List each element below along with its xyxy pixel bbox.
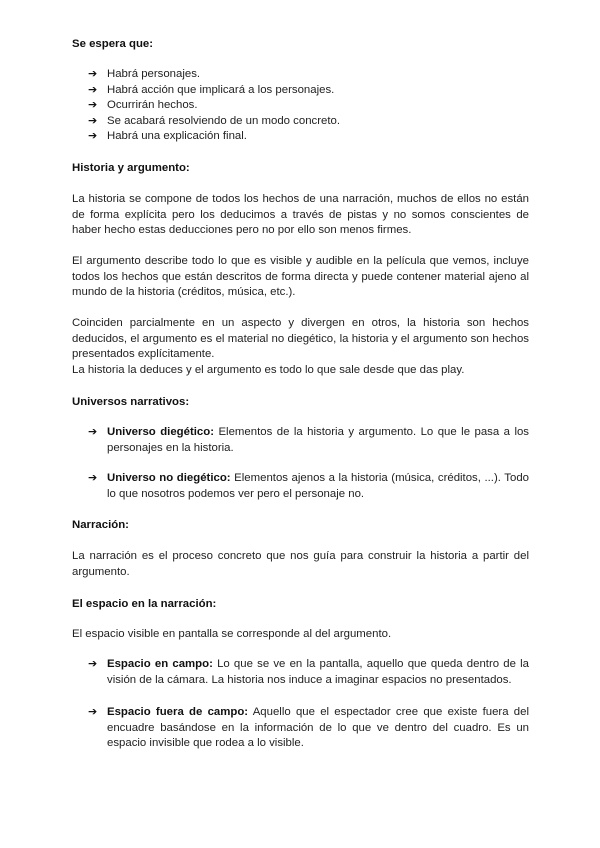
list-item: ➔ Se acabará resolviendo de un modo concreto. (72, 114, 529, 130)
heading-narracion: Narración: (72, 519, 129, 531)
paragraph: El argumento describe todo lo que es visible y audible en la película que vemos, incluye todos los hechos que están descritos de forma directa y puede contener material ajeno al mundo de la historia (créditos, música, etc.). (72, 255, 529, 299)
section-espacio (72, 597, 529, 613)
universos-item-1 (72, 425, 529, 456)
paragraph: El espacio visible en pantalla se corresponde al del argumento. (72, 628, 392, 640)
list-item: ➔ Universo no diegético: Elementos ajenos a la historia (música, créditos, ...). Todo lo que nosotros podemos ver pero el personaje no. (88, 472, 529, 500)
paragraph-narracion (72, 549, 529, 580)
espacio-item-1 (72, 657, 529, 688)
arrow-right-icon: ➔ (88, 130, 98, 143)
list-item: ➔ Habrá personajes. (72, 67, 529, 83)
paragraph-historia-1 (72, 192, 529, 239)
arrow-right-icon: ➔ (88, 83, 98, 96)
list-espera (72, 67, 529, 145)
paragraph: La historia se compone de todos los hechos de una narración, muchos de ellos no están de forma explícita pero los deducimos a través de pistas y no somos conscientes de haber hecho estas deducciones pero no por ello son menos firmes. (72, 193, 529, 237)
arrow-right-icon: ➔ (88, 472, 98, 484)
section-espera (72, 37, 529, 53)
universos-item-2 (72, 471, 529, 502)
paragraph: La historia la deduces y el argumento es todo lo que sale desde que das play. (72, 363, 465, 376)
list-item: ➔ Espacio en campo: Lo que se ve en la pantalla, aquello que queda dentro de la visión de la cámara. La historia nos induce a imaginar espacios no presentados. (88, 658, 529, 686)
arrow-right-icon: ➔ (88, 114, 98, 127)
list-item: ➔ Universo diegético: Elementos de la historia y argumento. Lo que le pasa a los personajes en la historia. (88, 426, 530, 454)
list-item: ➔ Habrá acción que implicará a los personajes. (72, 83, 529, 99)
heading-espacio: El espacio en la narración: (72, 598, 217, 610)
list-item: ➔ Ocurrirán hechos. (72, 98, 529, 114)
arrow-right-icon: ➔ (88, 99, 98, 112)
section-historia (72, 161, 529, 177)
paragraph: Coinciden parcialmente en un aspecto y divergen en otros, la historia son hechos deducidos, el argumento es el material no diegético, la historia y el argumento son hechos presentados explícitamente. (72, 317, 529, 361)
heading-espera: Se espera que: (72, 38, 154, 50)
list-item: ➔ Espacio fuera de campo: Aquello que el espectador cree que existe fuera del encuadre basándose en la información de lo que ve dentro del cuadro. Es un espacio invisible que rodea a lo visible. (88, 706, 529, 750)
list-item: ➔ Habrá una explicación final. (72, 129, 529, 145)
heading-universos: Universos narrativos: (72, 396, 190, 408)
espacio-item-2 (72, 705, 529, 752)
paragraph-espacio (72, 627, 529, 643)
section-universos (72, 395, 529, 411)
section-narracion (72, 518, 529, 534)
paragraph: La narración es el proceso concreto que nos guía para construir la historia a partir del argumento. (72, 550, 529, 578)
paragraph-historia-3 (72, 316, 529, 378)
heading-historia: Historia y argumento: (72, 162, 190, 174)
arrow-right-icon: ➔ (88, 658, 98, 670)
arrow-right-icon: ➔ (88, 68, 98, 80)
arrow-right-icon: ➔ (88, 706, 98, 718)
arrow-right-icon: ➔ (88, 426, 98, 438)
paragraph-historia-2 (72, 254, 529, 301)
